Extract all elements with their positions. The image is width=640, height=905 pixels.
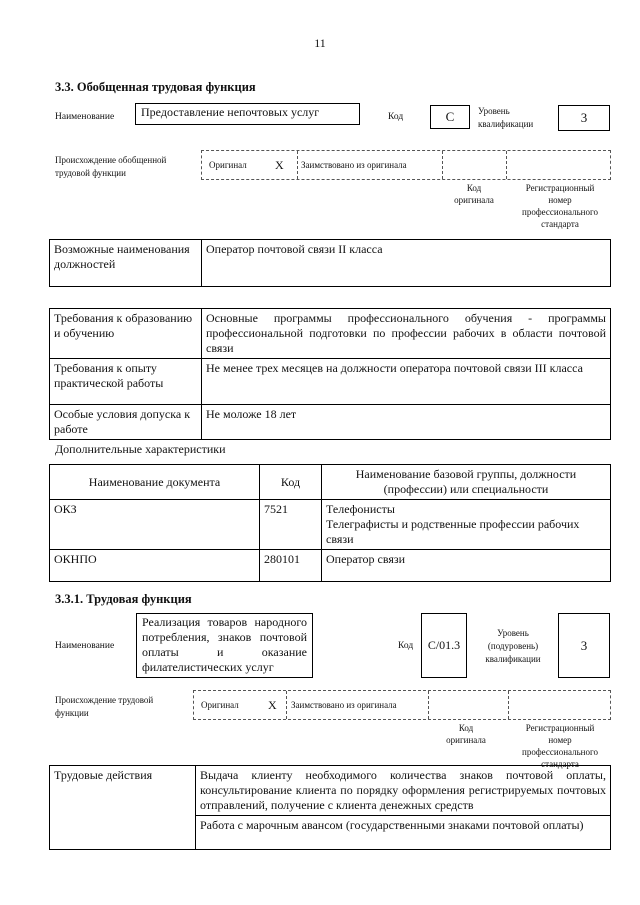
action-item: Выдача клиенту необходимого количества знаков почтовой оплаты, консультирование клиента по порядку оформления регистрируемых почтовых отправлений, получение с клиента денежных средств [196, 766, 611, 816]
table-row [50, 359, 611, 405]
cell-code: 7521 [260, 500, 322, 550]
borrowed-cell [286, 691, 429, 719]
level-value: 3 [558, 105, 610, 131]
code-original-caption [442, 182, 506, 206]
cell-code: 280101 [260, 550, 322, 582]
section-heading: 3.3. Обобщенная трудовая функция [55, 80, 256, 94]
caption-line: Код [458, 723, 474, 733]
tf-reg-number-caption [508, 722, 612, 770]
cell-name: Оператор связи [322, 550, 611, 582]
table-row [50, 500, 611, 550]
req-edu-label: Требования к образованию и обучению [50, 309, 202, 359]
cell-name-line: Телеграфисты и родственные профессии рабочих связи [326, 517, 580, 546]
name-label: Наименование [55, 112, 115, 122]
borrowed-label: Заимствовано из оригинала [291, 700, 397, 710]
borrowed-label: Заимствовано из оригинала [301, 160, 407, 170]
level-label [478, 105, 533, 131]
level-label-line: квалификации [485, 654, 541, 664]
tf-code-original-caption [430, 722, 502, 746]
level-label-line: Уровень [497, 628, 529, 638]
cell-name-line: Телефонисты [326, 502, 395, 516]
table-header-row [50, 465, 611, 500]
tf-origin-label [55, 694, 153, 720]
code-label: Код [388, 112, 404, 122]
name-value: Предоставление непочтовых услуг [141, 105, 320, 119]
borrowed-cell [297, 151, 443, 179]
code-original-cell [442, 151, 507, 179]
origin-label-line: трудовой функции [55, 168, 126, 178]
caption-line: профессионального [522, 207, 598, 217]
code-original-cell [428, 691, 509, 719]
origin-label [55, 154, 166, 180]
name-value-box [135, 103, 360, 125]
table-row [50, 766, 611, 816]
tf-origin-grid [193, 690, 611, 720]
page-number: 11 [314, 36, 326, 50]
original-label: Оригинал [201, 700, 239, 710]
caption-line: оригинала [446, 735, 486, 745]
actions-label: Трудовые действия [50, 766, 196, 850]
origin-label-line: Происхождение обобщенной [55, 155, 167, 165]
table-row [50, 309, 611, 359]
tf-code-label: Код [398, 641, 414, 651]
original-mark: X [268, 698, 277, 712]
origin-label-line: функции [55, 708, 89, 718]
tf-level-label [474, 627, 552, 666]
cell-doc: ОКЗ [50, 500, 260, 550]
special-label: Особые условия допуска к работе [50, 405, 202, 440]
reg-number-caption [508, 182, 612, 230]
col-header-name: Наименование базовой группы, должности (профессии) или специальности [322, 465, 611, 500]
original-label: Оригинал [209, 160, 247, 170]
tf-name-value: Реализация товаров народного потребления, знаков почтовой оплаты и оказание филателистических услуг [136, 613, 313, 678]
level-label-line: квалификации [478, 119, 534, 129]
requirements-table [49, 308, 611, 440]
subsection-heading: 3.3.1. Трудовая функция [55, 592, 192, 606]
table-row [50, 550, 611, 582]
req-exp-label: Требования к опыту практической работы [50, 359, 202, 405]
positions-label: Возможные наименования должностей [50, 240, 202, 287]
special-value: Не моложе 18 лет [202, 405, 611, 440]
cell-name [322, 500, 611, 550]
col-header-doc: Наименование документа [50, 465, 260, 500]
tf-level-value: 3 [558, 613, 610, 678]
extra-table [49, 464, 611, 582]
positions-value: Оператор почтовой связи II класса [202, 240, 611, 287]
tf-code-value: C/01.3 [421, 613, 467, 678]
origin-label-line: Происхождение трудовой [55, 695, 154, 705]
caption-line: Код [466, 183, 482, 193]
action-item: Работа с марочным авансом (государственными знаками почтовой оплаты) [196, 816, 611, 850]
table-row [50, 240, 611, 287]
caption-line: номер [548, 195, 572, 205]
actions-table [49, 765, 611, 850]
caption-line: Регистрационный [525, 723, 595, 733]
positions-table [49, 239, 611, 287]
original-mark: X [275, 158, 284, 172]
tf-name-label: Наименование [55, 641, 115, 651]
caption-line: стандарта [541, 759, 579, 769]
table-row [50, 405, 611, 440]
origin-grid [201, 150, 611, 180]
extra-heading: Дополнительные характеристики [55, 442, 226, 456]
cell-doc: ОКНПО [50, 550, 260, 582]
caption-line: профессионального [522, 747, 598, 757]
level-label-line: Уровень [478, 106, 510, 116]
level-label-line: (подуровень) [487, 641, 539, 651]
caption-line: стандарта [541, 219, 579, 229]
code-value: C [430, 105, 470, 129]
caption-line: оригинала [454, 195, 494, 205]
req-exp-value: Не менее трех месяцев на должности оператора почтовой связи III класса [202, 359, 611, 405]
caption-line: номер [548, 735, 572, 745]
caption-line: Регистрационный [525, 183, 595, 193]
col-header-code: Код [260, 465, 322, 500]
req-edu-value: Основные программы профессионального обучения - программы профессиональной подготовки по профессии рабочих в области почтовой связи [202, 309, 611, 359]
original-cell [202, 151, 298, 179]
original-cell [194, 691, 287, 719]
